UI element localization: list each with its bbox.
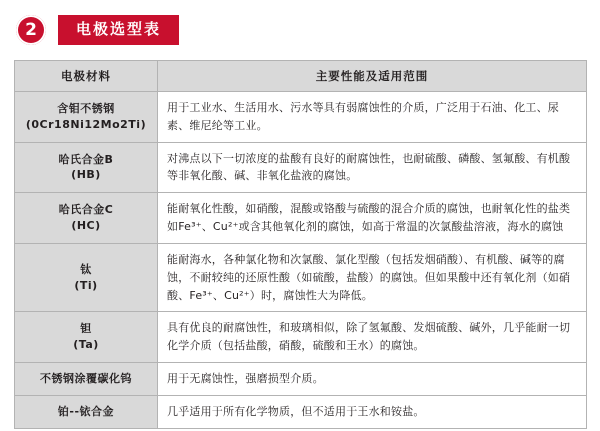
material-line: 含钼不锈钢	[57, 101, 115, 115]
table-row	[15, 395, 587, 428]
table-row	[15, 243, 587, 311]
table-row	[15, 142, 587, 193]
cell-description: 用于无腐蚀性，强磨损型介质。	[158, 362, 587, 395]
cell-description: 用于工业水、生活用水、污水等具有弱腐蚀性的介质，广泛用于石油、化工、尿素、维尼纶等工业。	[158, 92, 587, 143]
cell-material	[15, 243, 158, 311]
cell-material	[15, 362, 158, 395]
cell-description: 能耐氧化性酸，如硝酸，混酸或铬酸与硫酸的混合介质的腐蚀，也耐氧化性的盐类如Fe³⁺、Cu²⁺或含其他氧化剂的腐蚀，如高于常温的次氯酸盐溶液，海水的腐蚀	[158, 193, 587, 244]
cell-material	[15, 142, 158, 193]
table-body	[15, 92, 587, 429]
electrode-selection-table	[14, 60, 587, 429]
column-header-material: 电极材料	[15, 61, 158, 92]
cell-material	[15, 92, 158, 143]
material-line: (0Cr18Ni12Mo2Ti)	[25, 117, 147, 131]
cell-description: 几乎适用于所有化学物质，但不适用于王水和铵盐。	[158, 395, 587, 428]
material-line: 钽	[80, 322, 92, 336]
material-line: 哈氏合金C	[58, 203, 114, 217]
table-row	[15, 92, 587, 143]
column-header-description: 主要性能及适用范围	[158, 61, 587, 92]
section-number-badge: 2	[16, 15, 46, 45]
material-line: (Ta)	[73, 338, 99, 352]
table-head	[15, 61, 587, 92]
table-row	[15, 312, 587, 363]
cell-material	[15, 193, 158, 244]
material-line: 不锈钢涂覆碳化钨	[40, 371, 132, 385]
cell-description: 具有优良的耐腐蚀性，和玻璃相似，除了氢氟酸、发烟硫酸、碱外，几乎能耐一切化学介质（包括盐酸，硝酸，硫酸和王水）的腐蚀。	[158, 312, 587, 363]
table-row	[15, 362, 587, 395]
material-line: 铂--铱合金	[57, 404, 115, 418]
material-line: 哈氏合金B	[58, 152, 114, 166]
material-line: (HB)	[71, 168, 101, 182]
material-line: 钛	[80, 262, 92, 276]
page-title: 电极选型表	[58, 15, 179, 45]
material-line: (HC)	[71, 219, 101, 233]
cell-description: 能耐海水，各种氯化物和次氯酸、氯化型酸（包括发烟硝酸）、有机酸、碱等的腐蚀，不耐较纯的还原性酸（如硫酸，盐酸）的腐蚀。但如果酸中还有氧化剂（如硝酸、Fe³⁺、Cu²⁺）时，腐蚀性大为降低。	[158, 243, 587, 311]
material-line: (Ti)	[74, 278, 98, 292]
cell-material	[15, 395, 158, 428]
table-row	[15, 193, 587, 244]
cell-description: 对沸点以下一切浓度的盐酸有良好的耐腐蚀性，也耐硫酸、磷酸、氢氟酸、有机酸等非氧化酸、碱、非氧化盐液的腐蚀。	[158, 142, 587, 193]
document-header	[14, 10, 586, 50]
table-header-row	[15, 61, 587, 92]
cell-material	[15, 312, 158, 363]
